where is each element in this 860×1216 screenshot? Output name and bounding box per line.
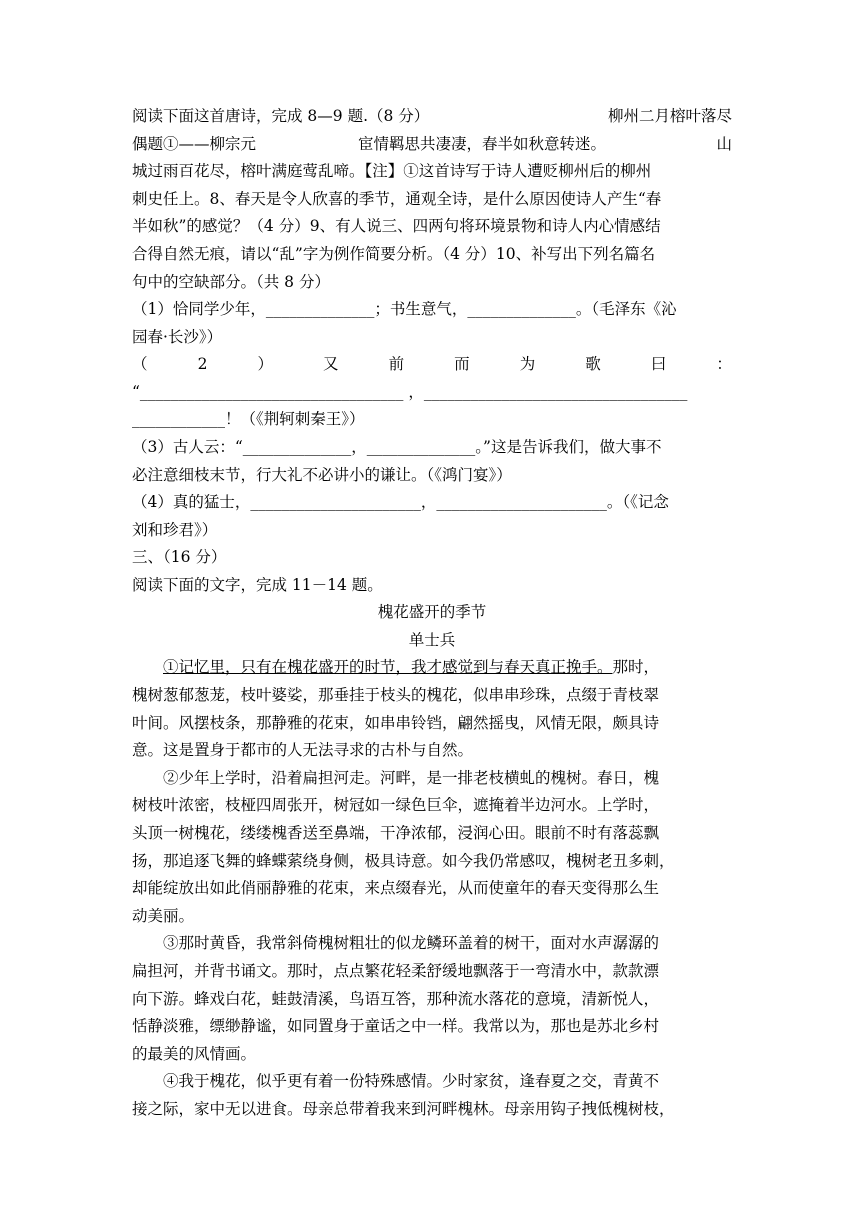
fill-q2-line3: ____________！（《荆轲刺秦王》）	[132, 410, 365, 429]
paragraph-2-line1: ②少年上学时，沿着扁担河走。河畔，是一排老枝横虬的槐树。春日，槐	[163, 768, 660, 787]
paragraph-2-line6: 动美丽。	[132, 906, 195, 925]
paragraph-3-line3: 向下游。蜂戏白花，蛙鼓清溪，鸟语互答，那种流水落花的意境，清新悦人，	[132, 989, 660, 1008]
paragraph-1-line3: 叶间。风摆枝条，那静雅的花束，如串串铃铛，翩然摇曳，风情无限，颇具诗	[132, 713, 660, 732]
poem-line-4: 刺史任上。8、春天是令人欣喜的季节，通观全诗，是什么原因使诗人产生“春	[132, 189, 662, 208]
fill-q1-line2: 园春·长沙》）	[132, 327, 223, 346]
article-author: 单士兵	[408, 630, 456, 649]
poem-line-7: 句中的空缺部分。（共 8 分）	[132, 272, 330, 291]
paragraph-2-line4: 扬，那追逐飞舞的蜂蝶萦绕身侧，极具诗意。如今我仍常感叹，槐树老丑多刺，	[132, 851, 675, 870]
paragraph-3-line1: ③那时黄昏，我常斜倚槐树粗壮的似龙鳞环盖着的树干，面对水声潺潺的	[163, 934, 660, 953]
paragraph-3-line5: 的最美的风情画。	[132, 1044, 257, 1063]
section-3	[132, 544, 732, 1123]
fill-q3-line1: （3）古人云：“______________，______________。”这是告诉我们，做大事不	[132, 437, 662, 456]
paragraph-4-line1: ④我于槐花，似乎更有着一份特殊感情。少时家贫，逢春夏之交，青黄不	[163, 1072, 660, 1091]
fill-q4-line2: 刘和珍君》）	[132, 520, 218, 539]
poem-line-3: 城过雨百花尽，榕叶满庭莺乱啼。【注】①这首诗写于诗人遭贬柳州后的柳州	[132, 162, 652, 181]
article-title: 槐花盛开的季节	[377, 603, 487, 622]
paragraph-2-line2: 树枝叶浓密，枝桠四周张开，树冠如一绿色巨伞，遮掩着半边河水。上学时，	[132, 796, 660, 815]
paragraph-1-line1: ①记忆里，只有在槐花盛开的时节，我才感觉到与春天真正挽手。那时，	[163, 658, 660, 677]
underlined-sentence: ①记忆里，只有在槐花盛开的时节，我才感觉到与春天真正挽手。	[163, 658, 613, 677]
fill-q2-line1: （ 2 ） 又 前 而 为 歌 曰 ：	[132, 355, 732, 374]
poem-verse-1: 宦情羁思共凄凄，春半如秋意转迷。	[358, 134, 607, 153]
poem-line-1	[132, 103, 732, 131]
poem-question-block	[132, 103, 732, 296]
poem-line-2	[132, 131, 732, 159]
poem-title-part: 柳州二月榕叶落尽	[607, 107, 732, 125]
question-instruction: 阅读下面这首唐诗，完成 8—9 题.（8 分）	[132, 107, 430, 125]
poem-line-6: 合得自然无痕，请以“乱”字为例作简要分析。（4 分）10、补写出下列名篇名	[132, 244, 656, 263]
fill-in-block	[132, 296, 732, 544]
paragraph-2-line5: 却能绽放出如此俏丽静雅的花束，来点缀春光，从而使童年的春天变得那么生	[132, 879, 660, 898]
paragraph-4-line2: 接之际，家中无以进食。母亲总带着我来到河畔槐林。母亲用钩子拽低槐树枝，	[132, 1099, 675, 1118]
paragraph-3-line2: 扁担河，并背书诵文。那时，点点繁花轻柔舒缓地飘落于一弯清水中，款款漂	[132, 961, 660, 980]
fill-q2-line2: “__________________________________ ，__________________________________	[132, 382, 688, 401]
section-heading: 三、（16 分）	[132, 548, 227, 566]
section-instruction: 阅读下面的文字，完成 11－14 题。	[132, 575, 383, 594]
poem-line-5: 半如秋”的感觉？（4 分）9、有人说三、四两句将环境景物和诗人内心情感结	[132, 217, 661, 236]
paragraph-3-line4: 恬静淡雅，缥缈静谧，如同置身于童话之中一样。我常以为，那也是苏北乡村	[132, 1017, 660, 1036]
poem-verse-2-start: 山	[716, 134, 732, 153]
fill-q1-line1: （1）恰同学少年，______________；书生意气，______________。（毛泽东《沁	[132, 300, 677, 318]
paragraph-1-line2: 槐树葱郁葱茏，枝叶婆娑，那垂挂于枝头的槐花，似串串珍珠，点缀于青枝翠	[132, 685, 660, 704]
fill-q3-line2: 必注意细枝末节，行大礼不必讲小的谦让。（《鸿门宴》）	[132, 465, 512, 484]
paragraph-2-line3: 头顶一树槐花，缕缕槐香送至鼻端，干净浓郁，浸润心田。眼前不时有落蕊飘	[132, 823, 660, 842]
poem-author: 偶题①——柳宗元	[132, 134, 257, 153]
paragraph-1-line4: 意。这是置身于都市的人无法寻求的古朴与自然。	[132, 741, 474, 760]
fill-q4-line1: （4）真的猛士，______________________，______________________。（《记念	[132, 493, 669, 512]
